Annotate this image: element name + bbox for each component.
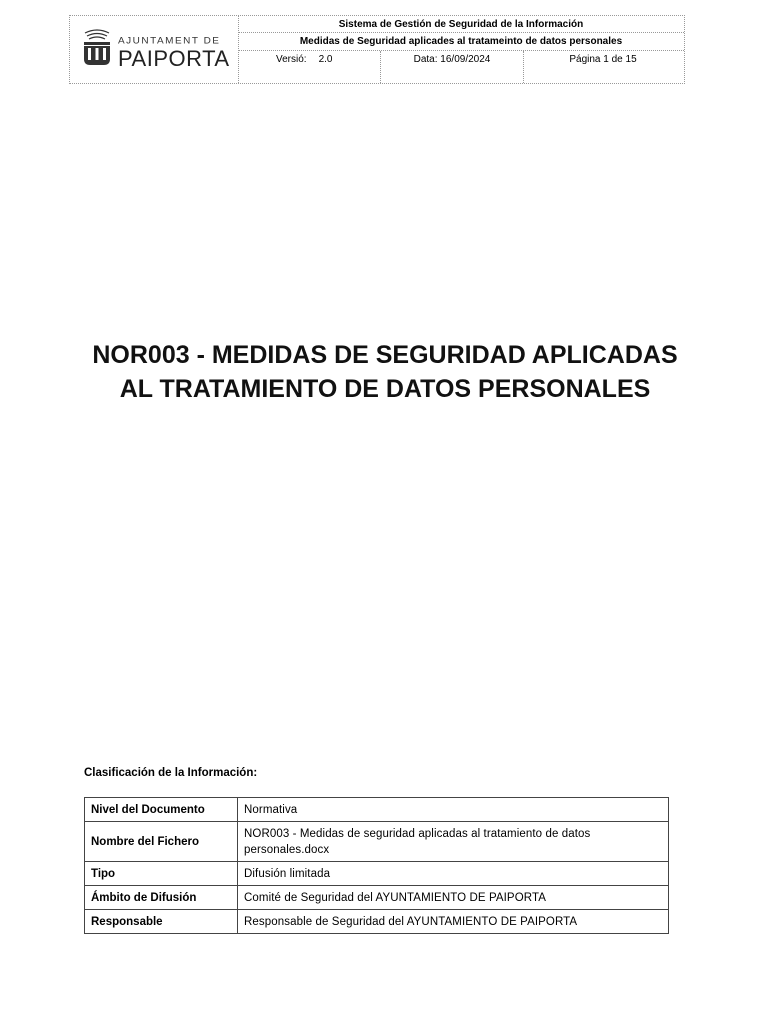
classification-table xyxy=(84,797,669,934)
logo xyxy=(70,16,239,83)
document-title xyxy=(40,338,730,406)
table-row xyxy=(85,910,669,934)
row-value: Responsable de Seguridad del AYUNTAMIENTO DE PAIPORTA xyxy=(238,910,669,934)
table-row xyxy=(85,798,669,822)
system-title: Sistema de Gestión de Seguridad de la Información xyxy=(338,19,584,30)
document-subtitle: Medidas de Seguridad aplicades al tratameinto de datos personales xyxy=(299,36,623,47)
version-cell xyxy=(238,51,381,83)
row-key: Responsable xyxy=(85,910,238,934)
page-cell xyxy=(524,51,682,83)
table-row xyxy=(85,886,669,910)
version-value: 2.0 xyxy=(318,54,333,65)
title-line-2: AL TRATAMIENTO DE DATOS PERSONALES xyxy=(119,375,651,403)
version-label: Versió: xyxy=(276,54,307,65)
row-key: Nivel del Documento xyxy=(85,798,238,822)
date-cell xyxy=(381,51,524,83)
row-key: Ámbito de Difusión xyxy=(85,886,238,910)
classification-heading: Clasificación de la Información: xyxy=(84,767,258,779)
row-value: Difusión limitada xyxy=(238,862,669,886)
document-header xyxy=(69,15,685,84)
row-value: NOR003 - Medidas de seguridad aplicadas al tratamiento de datos personales.docx xyxy=(238,822,669,862)
header-row-subtitle xyxy=(238,33,684,51)
row-value: Comité de Seguridad del AYUNTAMIENTO DE PAIPORTA xyxy=(238,886,669,910)
municipal-shield-icon xyxy=(82,27,112,67)
header-row-system xyxy=(238,16,684,33)
row-key: Nombre del Fichero xyxy=(85,822,238,862)
header-row-meta xyxy=(238,51,684,83)
logo-top-text: AJUNTAMENT DE xyxy=(118,36,221,47)
date-text: Data: 16/09/2024 xyxy=(413,54,491,65)
table-row xyxy=(85,862,669,886)
table-row xyxy=(85,822,669,862)
row-key: Tipo xyxy=(85,862,238,886)
title-line-1: NOR003 - MEDIDAS DE SEGURIDAD APLICADAS xyxy=(92,341,678,369)
page-number: Página 1 de 15 xyxy=(569,54,637,65)
row-value: Normativa xyxy=(238,798,669,822)
logo-name: PAIPORTA xyxy=(118,46,230,71)
